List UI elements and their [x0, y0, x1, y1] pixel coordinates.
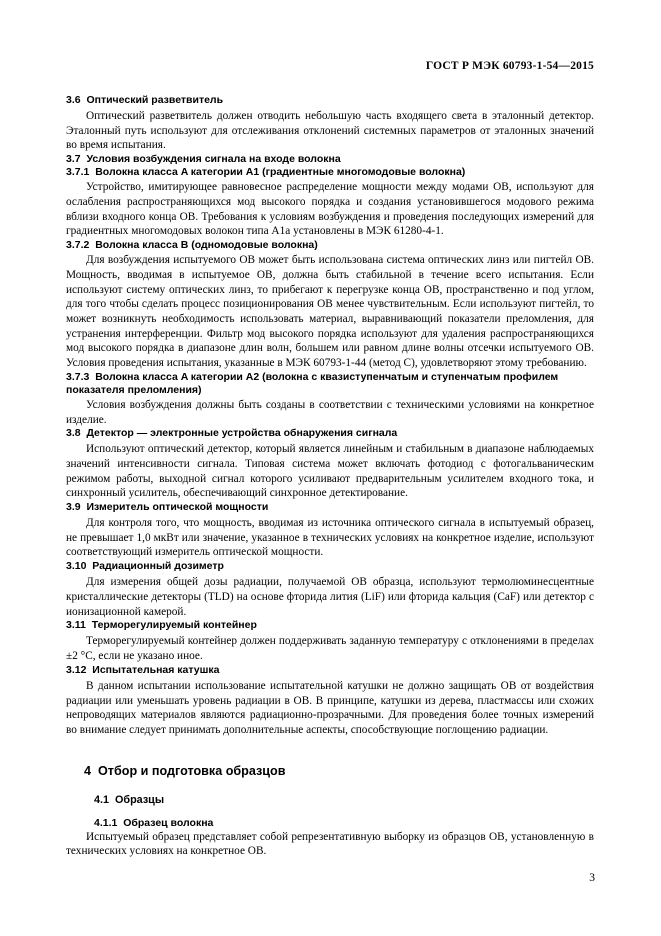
major-section-title: Отбор и подготовка образцов: [98, 763, 286, 778]
clause-number: 4.1.1: [94, 816, 118, 829]
clause-number: 3.7: [66, 153, 81, 166]
clause-number: 3.10: [66, 560, 87, 573]
clause-body-3-7-3: Условия возбуждения должны быть созданы в соответствии с техническими условиями на конкретное изделие.: [66, 398, 594, 426]
clause-number: 4.1: [94, 793, 110, 806]
clause-title: Испытательная катушка: [92, 663, 220, 676]
clause-body-3-9: Для контроля того, что мощность, вводимая из источника оптического сигнала в испытуемый образец, не превышает 1,0 мкВт или значение, указанное в технических условиях на конкретное изделие, используют соответствующий измеритель оптической мощности.: [66, 517, 594, 559]
clause-title: Волокна класса A категории A2 (волокна с квазиступенчатым и ступенчатым профилем показателя преломления): [66, 370, 559, 396]
clause-body-3-7-1: Устройство, имитирующее равновесное распределение мощности между модами ОВ, используют для ослабления распространяющихся мод высокого порядка и создания установившегося модового режима вблизи входного конца ОВ. Требования к условиям возбуждения и проведения последующих измерений для градиентных многомодовых волокон типа A1a установлены в МЭК 61280-4-1.: [66, 181, 594, 238]
clause-number: 3.6: [66, 94, 81, 106]
clause-title: Измеритель оптической мощности: [86, 500, 269, 513]
clause-number: 3.7.2: [66, 239, 90, 252]
major-section-heading-4: [66, 764, 594, 778]
clause-number: 3.12: [66, 663, 87, 676]
clause-body-3-7-2: Для возбуждения испытуемого ОВ может быть использована система оптических линз или пигтейл ОВ. Мощность, вводимая в испытуемое ОВ, должна быть стабильной в течение всего испытания. Если используют систему оптических линз, то прибегают к перегрузке конца ОВ, пространственно и под углом, для того чтобы сделать процесс позиционирования ОВ менее чувствительным. Если используют пигтейл, то может возникнуть необходимость использовать материал, выравнивающий показатели преломления, для устранения интерференции. Фильтр мод высокого порядка используют для удаления распространяющихся мод высокого порядка в диапазоне длин волн, большем или равном длине волны отсечки испытуемого ОВ. Условия проведения испытания, указанные в МЭК 60793-1-44 (метод C), удовлетворяют этому требованию.: [66, 254, 594, 369]
clause-heading-4-1-1: [66, 817, 594, 829]
clause-body-3-11: Терморегулируемый контейнер должен поддерживать заданную температуру с отклонениями в пределах ±2 °C, если не указано иное.: [66, 635, 594, 663]
clause-title: Терморегулируемый контейнер: [91, 619, 257, 632]
page-number: 3: [589, 872, 595, 884]
clause-number: 3.7.1: [66, 166, 90, 179]
clause-title: Образцы: [115, 793, 165, 806]
clause-heading-3-7-2: [66, 239, 594, 252]
clause-heading-3-12: [66, 664, 594, 677]
clause-body-3-10: Для измерения общей дозы радиации, получаемой ОВ образца, используют термолюминесцентные кристаллические детекторы (TLD) на основе фторида лития (LiF) или фторида кальция (CaF) или детектор с ионизационной камерой.: [66, 576, 594, 618]
clause-body-3-6: Оптический разветвитель должен отводить небольшую часть входящего света в эталонный детектор. Эталонный путь используют для отслеживания отклонений системных параметров от эталонных значений во время испытания.: [66, 110, 594, 152]
clause-body-4-1-1: Испытуемый образец представляет собой репрезентативную выборку из образцов ОВ, установленную в технических условиях на конкретное ОВ.: [66, 830, 594, 858]
clause-heading-3-8: [66, 427, 594, 440]
clause-heading-4-1: [66, 794, 594, 806]
clause-heading-3-7-3: [66, 371, 594, 397]
clause-title: Образец волокна: [123, 816, 214, 829]
clause-heading-3-11: [66, 619, 594, 632]
clause-heading-3-7: [66, 153, 594, 166]
clause-number: 3.8: [66, 427, 81, 440]
clause-body-3-12: В данном испытании использование испытательной катушки не должно защищать ОВ от воздействия радиации или уменьшать уровень радиации в ОВ. В принципе, катушки из дерева, пластмассы или схожих непроводящих материалов являются радиационно-прозрачными. Для проведения более точных измерений во внимание следует принимать дополнительные аспекты, способствующие поглощению радиации.: [66, 679, 594, 736]
clause-title: Радиационный дозиметр: [92, 560, 224, 573]
clause-heading-3-6: [66, 94, 594, 107]
clause-number: 3.11: [66, 619, 86, 632]
clause-title: Волокна класса B (одномодовые волокна): [95, 239, 318, 252]
page-content: [66, 60, 594, 859]
clause-number: 3.7.3: [66, 370, 90, 383]
clause-number: 3.9: [66, 500, 81, 513]
major-section-number: 4: [84, 763, 92, 778]
clause-title: Волокна класса A категории A1 (градиентные многомодовые волокна): [95, 166, 466, 179]
clause-title: Детектор — электронные устройства обнаружения сигнала: [86, 427, 398, 440]
clause-heading-3-10: [66, 560, 594, 573]
standard-header: ГОСТ Р МЭК 60793-1-54—2015: [425, 60, 594, 72]
clause-title: Оптический разветвитель: [86, 94, 224, 106]
clause-heading-3-7-1: [66, 166, 594, 179]
clause-heading-3-9: [66, 501, 594, 514]
clause-title: Условия возбуждения сигнала на входе волокна: [86, 153, 341, 166]
clause-body-3-8: Используют оптический детектор, который является линейным и стабильным в диапазоне наблюдаемых значений интенсивности сигнала. Типовая система может включать фотодиод с фотогальваническим режимом работы, выходной сигнал которого усиливают предварительным усилителем входного тока, и синхронный усилитель, обеспечивающий синхронное детектирование.: [66, 443, 594, 500]
